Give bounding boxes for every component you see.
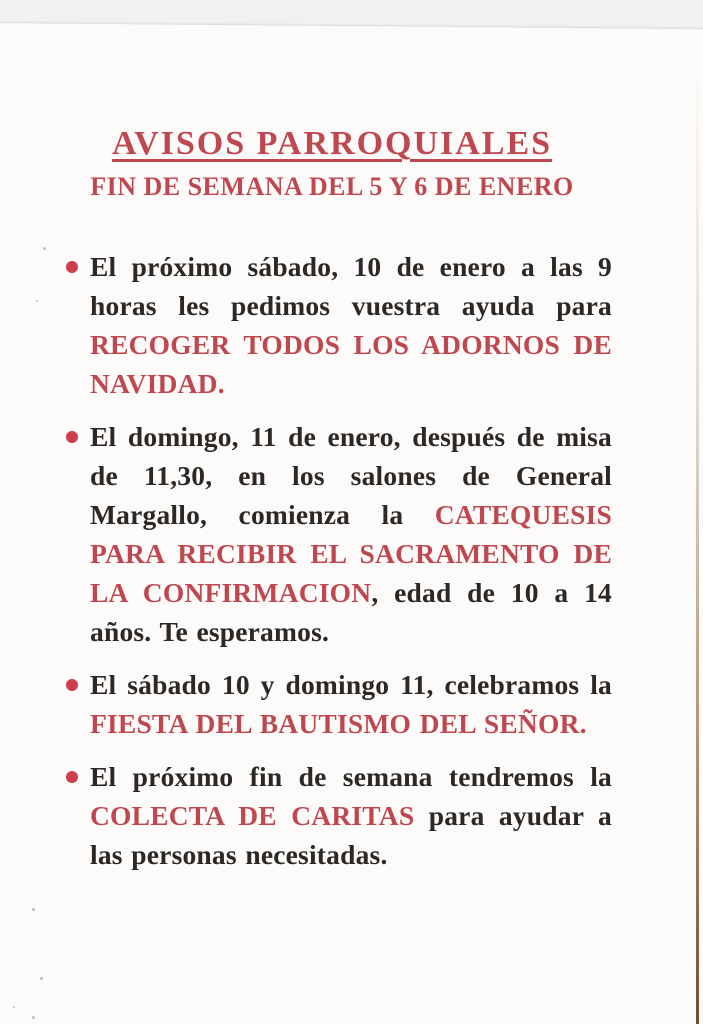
- scan-speck: [36, 300, 38, 302]
- body-text: El sábado 10 y domingo 11, celebramos la: [90, 669, 612, 700]
- scan-speck: [32, 1016, 35, 1019]
- body-text: El próximo fin de semana tendremos la: [90, 761, 612, 792]
- highlight-text: COLECTA DE CARITAS: [90, 800, 415, 831]
- highlight-text: CATEQUESIS PARA RECIBIR EL SACRAMENTO DE LA CONFIRMACION: [90, 499, 612, 608]
- list-item: [0, 757, 612, 874]
- bullet-icon: [66, 261, 78, 273]
- announcement-header: [12, 124, 652, 202]
- body-text: El domingo, 11 de enero, después de misa de 11,30, en los salones de General Margallo, comienza la: [90, 421, 612, 530]
- bullet-icon: [66, 431, 78, 443]
- bullet-icon: [66, 679, 78, 691]
- list-item: [0, 417, 612, 651]
- list-item: [0, 247, 612, 403]
- scan-speck: [43, 247, 46, 250]
- body-text: , edad de 10 a 14 años. Te esperamos.: [90, 577, 612, 647]
- body-text: El próximo sábado, 10 de enero a las 9 horas les pedimos vuestra ayuda para: [90, 251, 612, 321]
- scan-speck: [13, 1006, 15, 1008]
- scan-speck: [32, 908, 35, 911]
- announcement-list: [0, 247, 612, 888]
- highlight-text: RECOGER TODOS LOS ADORNOS DE NAVIDAD.: [90, 329, 612, 399]
- highlight-text: FIESTA DEL BAUTISMO DEL SEÑOR.: [90, 708, 587, 739]
- page-title: AVISOS PARROQUIALES: [111, 125, 553, 162]
- list-item: [0, 665, 612, 743]
- scan-edge-line: [696, 60, 699, 1024]
- scan-speck: [40, 977, 43, 980]
- bullet-icon: [66, 771, 78, 783]
- body-text: para ayudar a las personas necesitadas.: [90, 800, 612, 870]
- page-subtitle: FIN DE SEMANA DEL 5 Y 6 DE ENERO: [90, 172, 574, 201]
